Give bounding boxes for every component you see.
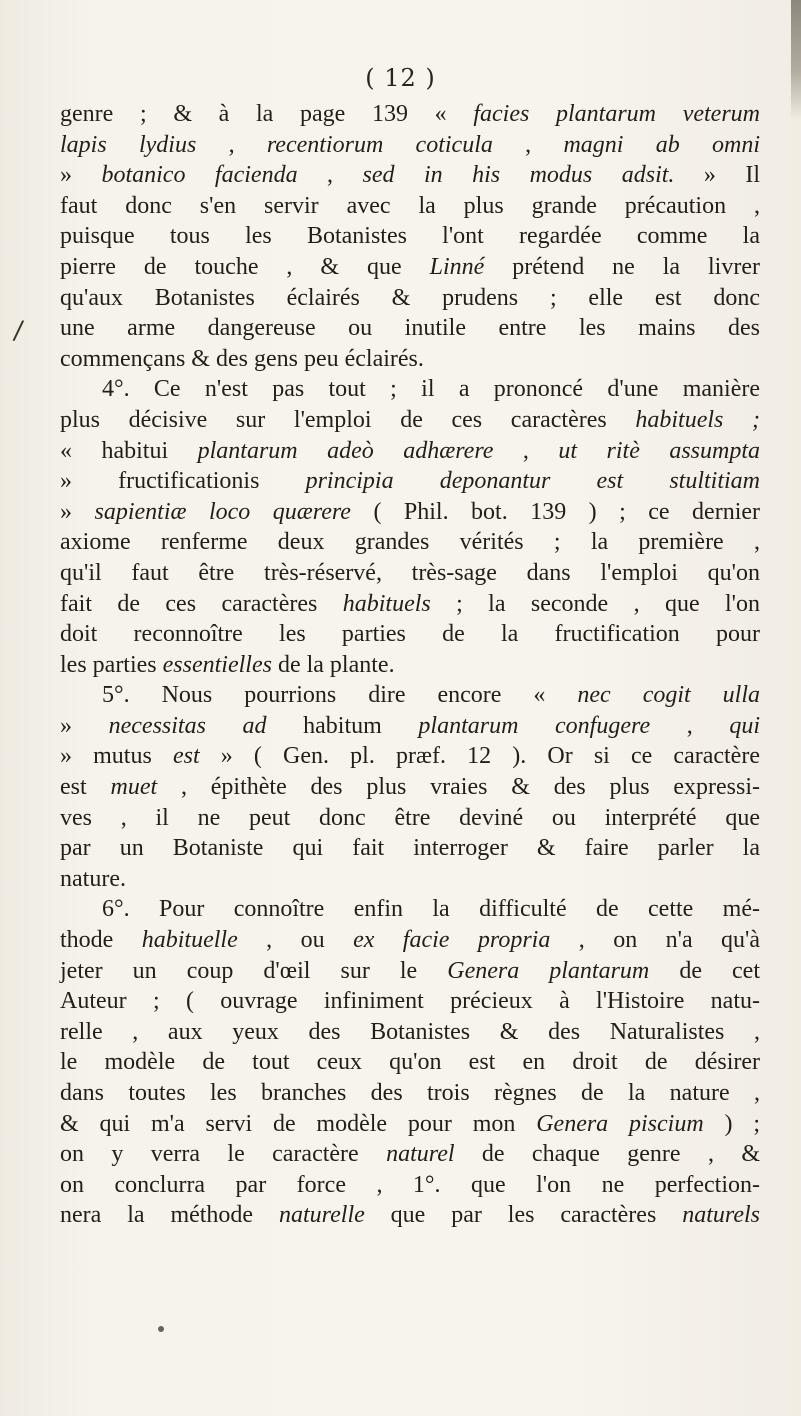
text-line: [60, 221, 760, 252]
italic-run: recentiorum coticula: [266, 131, 493, 158]
text-run: fait de ces caractères: [60, 590, 343, 617]
italic-run: Linné: [429, 253, 485, 280]
text-line: [60, 160, 760, 191]
text-run: , ou: [237, 927, 354, 954]
text-run: 5°. Nous pourrions dire encore «: [102, 682, 578, 709]
text-line: [60, 1109, 760, 1140]
page-number: ( 12 ): [365, 64, 436, 92]
text-run: ves , il ne peut donc être deviné ou interprété que: [60, 804, 760, 831]
text-run: » ( Gen. pl. præf. 12 ). Or si ce caractère: [199, 743, 760, 770]
text-line: [60, 99, 760, 130]
text-run: , épithète des plus vraies & des plus expressi-: [157, 774, 760, 801]
text-line: [60, 772, 760, 803]
text-line: [60, 741, 760, 772]
text-line: [60, 374, 760, 405]
italic-run: necessitas ad: [108, 712, 267, 739]
italic-run: magni ab omni: [563, 131, 760, 158]
text-run: »: [60, 712, 109, 739]
italic-run: habituels ;: [635, 406, 760, 433]
text-run: ,: [196, 131, 267, 158]
text-run: axiome renferme deux grandes vérités ; la première ,: [60, 529, 760, 556]
text-run: » Il: [674, 162, 761, 189]
text-run: 6°. Pour connoître enfin la difficulté de cette mé-: [102, 896, 760, 923]
page-edge-shadow: [791, 0, 801, 120]
text-line: [60, 344, 760, 375]
text-line: [60, 589, 760, 620]
text-run: 4°. Ce n'est pas tout ; il a prononcé d'une manière: [102, 376, 760, 403]
text-run: genre ; & à la page 139 «: [60, 101, 474, 127]
text-line: [60, 466, 760, 497]
italic-run: naturel: [386, 1141, 455, 1168]
text-line: [60, 894, 760, 925]
italic-run: plantarum confugere: [418, 712, 651, 739]
text-run: »: [60, 498, 95, 525]
text-run: » mutus: [60, 743, 173, 770]
text-run: qu'il faut être très-réservé, très-sage dans l'emploi qu'on: [60, 559, 760, 586]
text-line: [60, 1017, 760, 1048]
text-run: ( Phil. bot. 139 ) ; ce dernier: [350, 498, 761, 525]
text-run: » fructificationis: [60, 468, 306, 495]
italic-run: est: [172, 743, 200, 770]
italic-run: lapis lydius: [60, 131, 197, 158]
text-line: [60, 1078, 760, 1109]
text-line: [60, 956, 760, 987]
italic-run: principia deponantur est stultitiam: [305, 468, 761, 495]
ink-speck: [158, 1326, 164, 1332]
text-run: faut donc s'en servir avec la plus grande précaution ,: [60, 192, 760, 219]
text-run: de chaque genre , &: [454, 1141, 760, 1168]
text-line: [60, 130, 760, 161]
text-run: habitum: [266, 712, 419, 739]
text-line: [60, 833, 760, 864]
text-run: ,: [493, 437, 559, 464]
italic-run: habituels: [342, 590, 431, 617]
text-run: qu'aux Botanistes éclairés & prudens ; elle est donc: [60, 284, 760, 311]
italic-run: qui: [729, 712, 760, 739]
text-run: thode: [60, 927, 142, 954]
text-run: , on n'a qu'à: [550, 927, 761, 954]
text-line: [60, 864, 760, 895]
text-run: une arme dangereuse ou inutile entre les mains des: [60, 315, 760, 342]
italic-run: ex facie propria: [353, 927, 551, 954]
text-line: [60, 680, 760, 711]
text-line: [60, 1047, 760, 1078]
text-run: par un Botaniste qui fait interroger & faire parler la: [60, 835, 760, 862]
text-line: [60, 313, 760, 344]
text-line: [60, 497, 760, 528]
text-line: [60, 405, 760, 436]
body-text: [60, 99, 760, 1231]
text-run: puisque tous les Botanistes l'ont regardée comme la: [60, 223, 760, 250]
text-line: [60, 1139, 760, 1170]
text-run: Auteur ; ( ouvrage infiniment précieux à l'Histoire natu-: [60, 988, 760, 1015]
text-line: [60, 803, 760, 834]
text-run: le modèle de tout ceux qu'on est en droit de désirer: [60, 1049, 760, 1076]
text-run: pierre de touche , & que: [60, 253, 430, 280]
text-run: »: [60, 162, 102, 189]
text-run: de cet: [649, 957, 761, 984]
text-line: [60, 558, 760, 589]
text-run: nature.: [60, 865, 126, 892]
text-run: « habitui: [60, 437, 198, 464]
text-line: [60, 283, 760, 314]
italic-run: naturelle: [279, 1202, 365, 1229]
italic-run: sapientiæ loco quærere: [94, 498, 351, 525]
text-run: est: [60, 774, 111, 801]
italic-run: Genera plantarum: [447, 957, 650, 984]
text-line: [60, 436, 760, 467]
text-run: ; la seconde , que l'on: [430, 590, 760, 617]
italic-run: nec cogit ulla: [577, 682, 760, 709]
text-run: que par les caractères: [364, 1202, 683, 1229]
margin-mark: /: [11, 315, 25, 347]
text-line: [60, 1200, 760, 1231]
italic-run: habituelle: [141, 927, 238, 954]
text-line: [60, 619, 760, 650]
text-line: [60, 711, 760, 742]
text-run: relle , aux yeux des Botanistes & des Naturalistes ,: [60, 1018, 760, 1045]
italic-run: sed in his modus adsit.: [362, 162, 675, 189]
text-run: & qui m'a servi de modèle pour mon: [60, 1110, 537, 1137]
text-run: ,: [492, 131, 564, 158]
text-run: plus décisive sur l'emploi de ces caractères: [60, 406, 636, 433]
text-line: [60, 527, 760, 558]
text-line: [60, 925, 760, 956]
text-line: [60, 650, 760, 681]
text-run: de la plante.: [271, 651, 395, 678]
text-run: commençans & des gens peu éclairés.: [60, 345, 424, 372]
text-run: les parties: [60, 651, 163, 678]
italic-run: facies plantarum veterum: [473, 101, 760, 127]
text-line: [60, 986, 760, 1017]
italic-run: ut ritè assumpta: [558, 437, 761, 464]
italic-run: plantarum adeò adhærere: [197, 437, 494, 464]
italic-run: muet: [110, 774, 158, 801]
text-run: on conclurra par force , 1°. que l'on ne perfection-: [60, 1171, 760, 1198]
text-run: ,: [297, 162, 363, 189]
text-run: jeter un coup d'œil sur le: [60, 957, 448, 984]
text-run: nera la méthode: [60, 1202, 279, 1229]
text-run: ) ;: [703, 1110, 760, 1137]
italic-run: naturels: [682, 1202, 760, 1229]
text-run: prétend ne la livrer: [484, 253, 760, 280]
text-line: [60, 252, 760, 283]
text-run: dans toutes les branches des trois règnes de la nature ,: [60, 1080, 760, 1106]
italic-run: essentielles: [162, 651, 272, 678]
text-run: ,: [650, 712, 730, 739]
text-line: [60, 191, 760, 222]
text-line: [60, 1170, 760, 1201]
italic-run: botanico facienda: [101, 162, 298, 189]
text-run: on y verra le caractère: [60, 1141, 387, 1168]
italic-run: Genera piscium: [536, 1110, 704, 1137]
text-run: doit reconnoître les parties de la fructification pour: [60, 621, 760, 648]
